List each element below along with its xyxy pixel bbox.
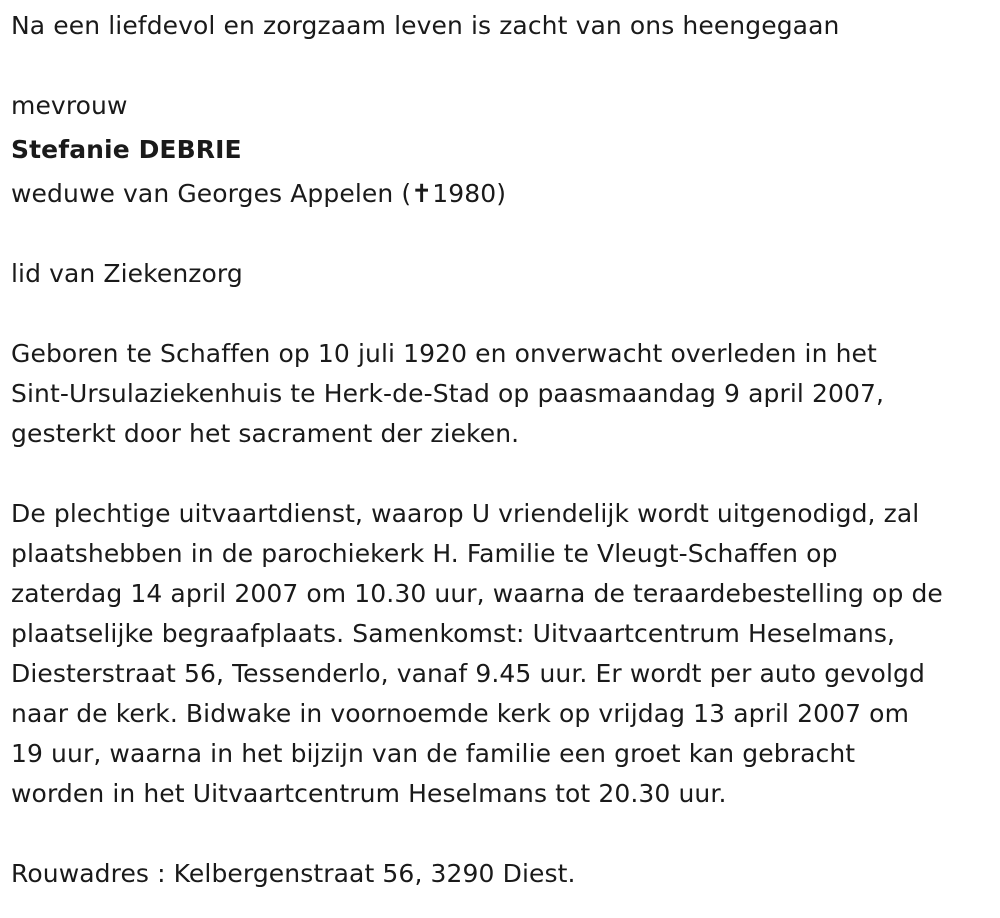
spacer — [11, 814, 989, 854]
birth-death-paragraph — [11, 334, 989, 454]
paragraph-line: Sint-Ursulaziekenhuis te Herk-de-Stad op paasmaandag 9 april 2007, — [11, 379, 885, 408]
title-prefix: mevrouw — [11, 91, 128, 120]
spacer — [11, 214, 989, 254]
paragraph-line: 19 uur, waarna in het bijzijn van de familie een groet kan gebracht — [11, 739, 856, 768]
spacer — [11, 294, 989, 334]
paragraph-line: plaatshebben in de parochiekerk H. Familie te Vleugt-Schaffen op — [11, 539, 838, 568]
paragraph-line: De plechtige uitvaartdienst, waarop U vriendelijk wordt uitgenodigd, zal — [11, 499, 920, 528]
membership-text: lid van Ziekenzorg — [11, 259, 243, 288]
mourning-address: Rouwadres : Kelbergenstraat 56, 3290 Diest. — [11, 859, 576, 888]
paragraph-line: naar de kerk. Bidwake in voornoemde kerk op vrijdag 13 april 2007 om — [11, 699, 910, 728]
paragraph-line: gesterkt door het sacrament der zieken. — [11, 419, 520, 448]
deceased-name: Stefanie DEBRIE — [11, 135, 242, 164]
spacer — [11, 46, 989, 86]
paragraph-line: Diesterstraat 56, Tessenderlo, vanaf 9.45 uur. Er wordt per auto gevolgd — [11, 659, 925, 688]
spouse-text: weduwe van Georges Appelen (✝1980) — [11, 179, 507, 208]
intro-text: Na een liefdevol en zorgzaam leven is zacht van ons heengegaan — [11, 11, 840, 40]
paragraph-line: zaterdag 14 april 2007 om 10.30 uur, waarna de teraardebestelling op de — [11, 579, 943, 608]
spacer — [11, 454, 989, 494]
paragraph-line: plaatselijke begraafplaats. Samenkomst: Uitvaartcentrum Heselmans, — [11, 619, 896, 648]
paragraph-line: worden in het Uitvaartcentrum Heselmans tot 20.30 uur. — [11, 779, 727, 808]
paragraph-line: Geboren te Schaffen op 10 juli 1920 en onverwacht overleden in het — [11, 339, 877, 368]
funeral-paragraph — [11, 494, 989, 814]
